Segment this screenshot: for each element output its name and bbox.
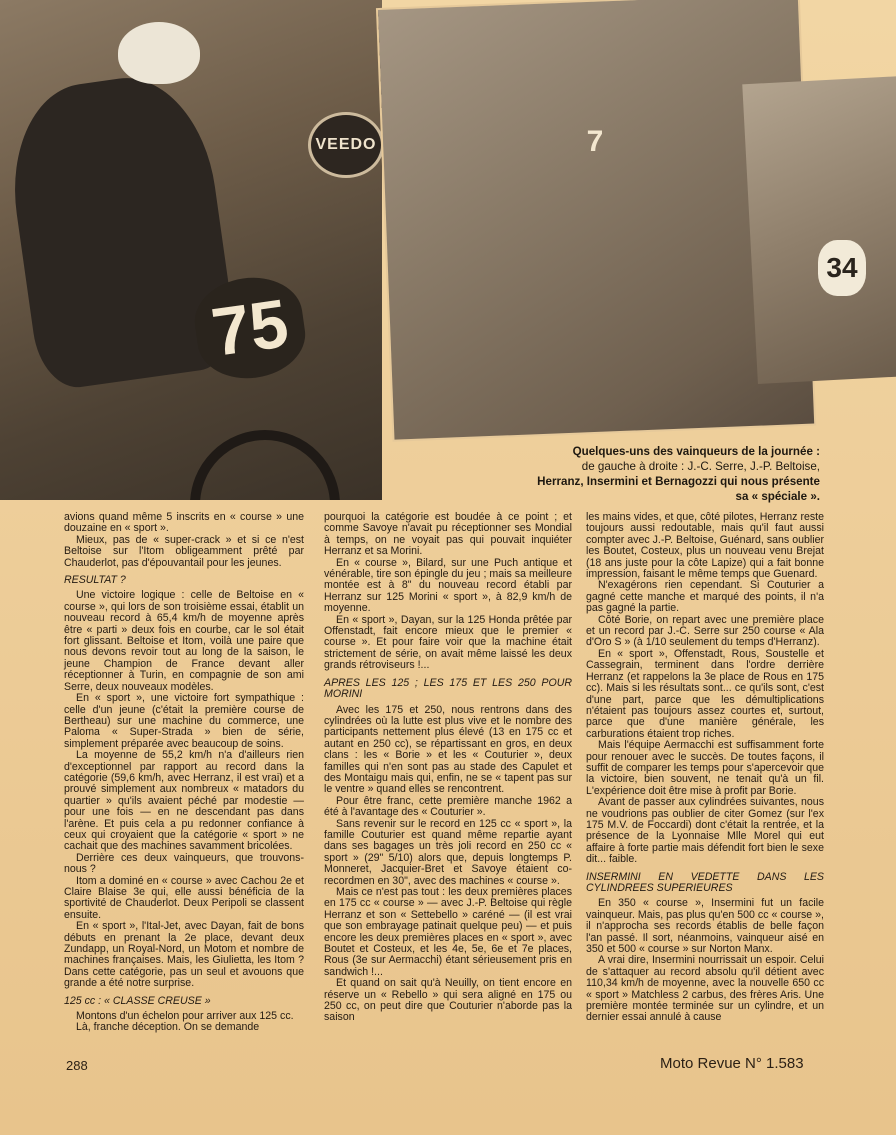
paragraph: En « course », Bilard, sur une Puch antique et vénérable, tire son épingle du jeu ; mais sa meilleure montée est à 8" du nouveau record établi par Herranz sur 125 Morini « sport », à 82,9 km/h de moyenne.: [324, 556, 572, 615]
paragraph: Derrière ces deux vainqueurs, que trouvons-nous ?: [64, 851, 304, 876]
paragraph: En « sport », l'Ital-Jet, avec Dayan, fait de bons débuts en prenant la 2e place, devant deux Zundapp, un Royal-Nord, un Motom et nombre de machines françaises. Mais, les Giulietta, les Itom ? Dans cette catégorie, pas un seul et avouons que grande a été notre surprise.: [64, 920, 304, 990]
helmet: [118, 22, 200, 84]
wheel: [190, 430, 340, 500]
paragraph: Mais l'équipe Aermacchi est suffisamment forte pour renouer avec le succès. De toutes façons, il suffit de comparer les temps pour s'apercevoir que la victoire, bien souvent, ne tenait qu'à un fil. L'expérience doit être mise à profit par Borie.: [586, 739, 824, 797]
paragraph: Sans revenir sur le record en 125 cc « sport », la famille Couturier est quand même repartie ayant dans ses bagages un très joli record en 250 cc « sport » (29" 5/10) alors que, depuis longtemps P. Monneret, Jacquier-Bret et Savoye étaient co-recordmen en 30", avec des machines « course ».: [324, 817, 572, 887]
photo-rider-34: [742, 76, 896, 384]
paragraph: Et quand on sait qu'à Neuilly, on tient encore en réserve un « Rebello » qui sera aligné en 175 ou 250 cc, on peut dire que Couturier n'aborde pas la saison: [324, 977, 572, 1024]
paragraph: Montons d'un échelon pour arriver aux 125 cc.: [76, 1010, 294, 1023]
veedol-sign: VEEDO: [308, 112, 384, 178]
publication-footer: Moto Revue N° 1.583: [660, 1055, 804, 1072]
caption-line: sa « spéciale ».: [735, 490, 820, 503]
paragraph: avions quand même 5 inscrits en « course » une douzaine en « sport ».: [64, 511, 304, 535]
text-column-1: [64, 512, 304, 1034]
paragraph: Itom a dominé en « course » avec Cachou 2e et Claire Blaise 3e qui, elle aussi bénéficia de la sportivité de Chauderlot. Deux Peripoli se classent ensuite.: [64, 874, 304, 921]
paragraph: En « sport », une victoire fort sympathique : celle d'un jeune (c'était la première course de Bertheau) sur une machine du commerce, une Paloma « Super-Strada » bien de série, simplement préparée avec beaucoup de soins.: [64, 692, 304, 750]
paragraph: La moyenne de 55,2 km/h n'a d'ailleurs rien d'exceptionnel par rapport au record dans la catégorie (59,6 km/h, avec Herranz, il est vrai) et a prouvé simplement aux nombreux « matadors du quartier » qu'ils avaient péché par modestie — pour une fois — en ne descendant pas dans l'arène. Et puis cela a pu redonner confiance à ceux qui croyaient que la catégorie « sport » ne cachait que des machines savamment bricolées.: [64, 749, 304, 853]
paragraph: les mains vides, et que, côté pilotes, Herranz reste toujours aussi redoutable, mais qu'il faut aussi compter avec J.-P. Beltoise, Guénard, sans oublier les Boutet, Costeux, plus un nouveau venu Brejat (18 ans juste pour la côte Lapize) qui a fait bonne impression, faisant le même temps que Guenard.: [586, 511, 824, 581]
paragraph: Mais ce n'est pas tout : les deux premières places en 175 cc « course » — avec J.-P. Beltoise qui règle Herranz et son « Settebello » caréné — (il est vrai que son embrayage patinait quelque peu) — et puis encore les deux premières places en « sport », avec Boutet et Costeux, et les 4e, 5e, 6e et 7e places, Rous (3e sur Aermacchi) étant sérieusement pris en sandwich !...: [324, 886, 572, 978]
paragraph: Une victoire logique : celle de Beltoise en « course », qui lors de son troisième essai, établit un nouveau record à 65,4 km/h de moyenne après être « parti » deux fois en courbe, car le sol était fort glissant. Beltoise et Itom, voilà une paire que nous devons revoir tout au long de la saison, le jeune Champion de France devant aller réceptionner à Turin, en compagnie de son ami Serre, deux nouveaux modèles.: [64, 589, 304, 693]
paragraph: Mieux, pas de « super-crack » et si ce n'est Beltoise sur l'Itom obligeamment prêté par Chauderlot, pas d'épouvantail pour les jeunes.: [64, 533, 304, 569]
section-heading: APRES LES 125 ; LES 175 ET LES 250 POUR MORINI: [324, 676, 572, 701]
photo-caption: [478, 444, 820, 504]
race-number-plate: 34: [818, 240, 866, 296]
text-column-2: [324, 512, 572, 1024]
section-heading: RESULTAT ?: [64, 574, 126, 587]
text-column-3: [586, 512, 824, 1024]
paragraph: Avant de passer aux cylindrées suivantes, nous ne voudrions pas oublier de citer Gomez (sur l'ex 175 M.V. de Foccardi) dont c'était la rentrée, et la présence de la Lyonnaise Mlle Morel qui eut affaire à forte partie mais défendit fort bien le sexe dit... faible.: [586, 796, 824, 866]
caption-line: Herranz, Insermini et Bernagozzi qui nous présente: [537, 475, 820, 488]
paragraph: Pour être franc, cette première manche 1962 a été à l'avantage des « Couturier ».: [324, 794, 572, 819]
paragraph: Avec les 175 et 250, nous rentrons dans des cylindrées où la lutte est plus vive et le nombre des participants nettement plus élevé (13 en 175 cc et autant en 250 cc), se répartissant en gros, en deux clans : les « Borie » et les « Couturier », deux familles qui n'en sont pas au stade des Capulet et des Montaigu mais qui, enfin, ne se « tapent pas sur le ventre » quand elles se rencontrent.: [324, 703, 572, 796]
paragraph: En « sport », Dayan, sur la 125 Honda prêtée par Offenstadt, fait encore mieux que le premier « course ». Et pour faire voir que la machine était strictement de série, on avait même laissé les deux grands rétroviseurs !...: [324, 613, 572, 672]
page-number: 288: [66, 1058, 88, 1073]
paragraph: N'exagérons rien cependant. Si Couturier a gagné cette manche et marqué des points, il n'a pas gagné la partie.: [586, 579, 824, 615]
section-heading: INSERMINI EN VEDETTE DANS LES CYLINDREES SUPERIEURES: [586, 870, 824, 894]
paragraph: En « sport », Offenstadt, Rous, Soustelle et Cassegrain, terminent dans l'ordre derrière Herranz (et rappelons la 3e place de Rous en 175 cc). Mais si les résultats sont... ce qu'ils sont, c'est d'une part, parce que les démultiplications n'étaient pas toujours assez courtes et, surtout, parce que d'une manière générale, les carburations étaient trop riches.: [586, 647, 824, 740]
section-heading: 125 cc : « CLASSE CREUSE »: [64, 994, 211, 1007]
race-number-plate: 7: [586, 125, 604, 158]
paragraph: En 350 « course », Insermini fut un facile vainqueur. Mais, pas plus qu'en 500 cc « course », il n'approcha ses records établis de belle façon l'an passé. Il sort, néanmoins, vainqueur aisé en 350 et 500 « course » sur Norton Manx.: [586, 897, 824, 956]
paragraph: A vrai dire, Insermini nourrissait un espoir. Celui de s'attaquer au record absolu qu'il détient avec 110,34 km/h de moyenne, avec la nouvelle 650 cc « sport » Matchless 2 carbus, des frères Aris. Une première montée terminée sur un cylindre, et un dernier essai annulé à cause: [586, 954, 824, 1024]
paragraph: pourquoi la catégorie est boudée à ce point ; et comme Savoye n'avait pu réceptionner ses Mondial à temps, on ne voyait pas qui pouvait inquiéter Herranz et sa Morini.: [324, 511, 572, 558]
race-number-plate: 75: [190, 271, 311, 385]
paragraph: Côté Borie, on repart avec une première place et un record par J.-C. Serre sur 250 course « Ala d'Oro S » (à 1/10 seulement du temps d'Herranz).: [586, 613, 824, 649]
photo-rider-75: [0, 0, 382, 500]
caption-line: de gauche à droite : J.-C. Serre, J.-P. Beltoise,: [581, 460, 820, 473]
caption-line: Quelques-uns des vainqueurs de la journée :: [572, 445, 820, 458]
paragraph: Là, franche déception. On se demande: [76, 1021, 260, 1034]
